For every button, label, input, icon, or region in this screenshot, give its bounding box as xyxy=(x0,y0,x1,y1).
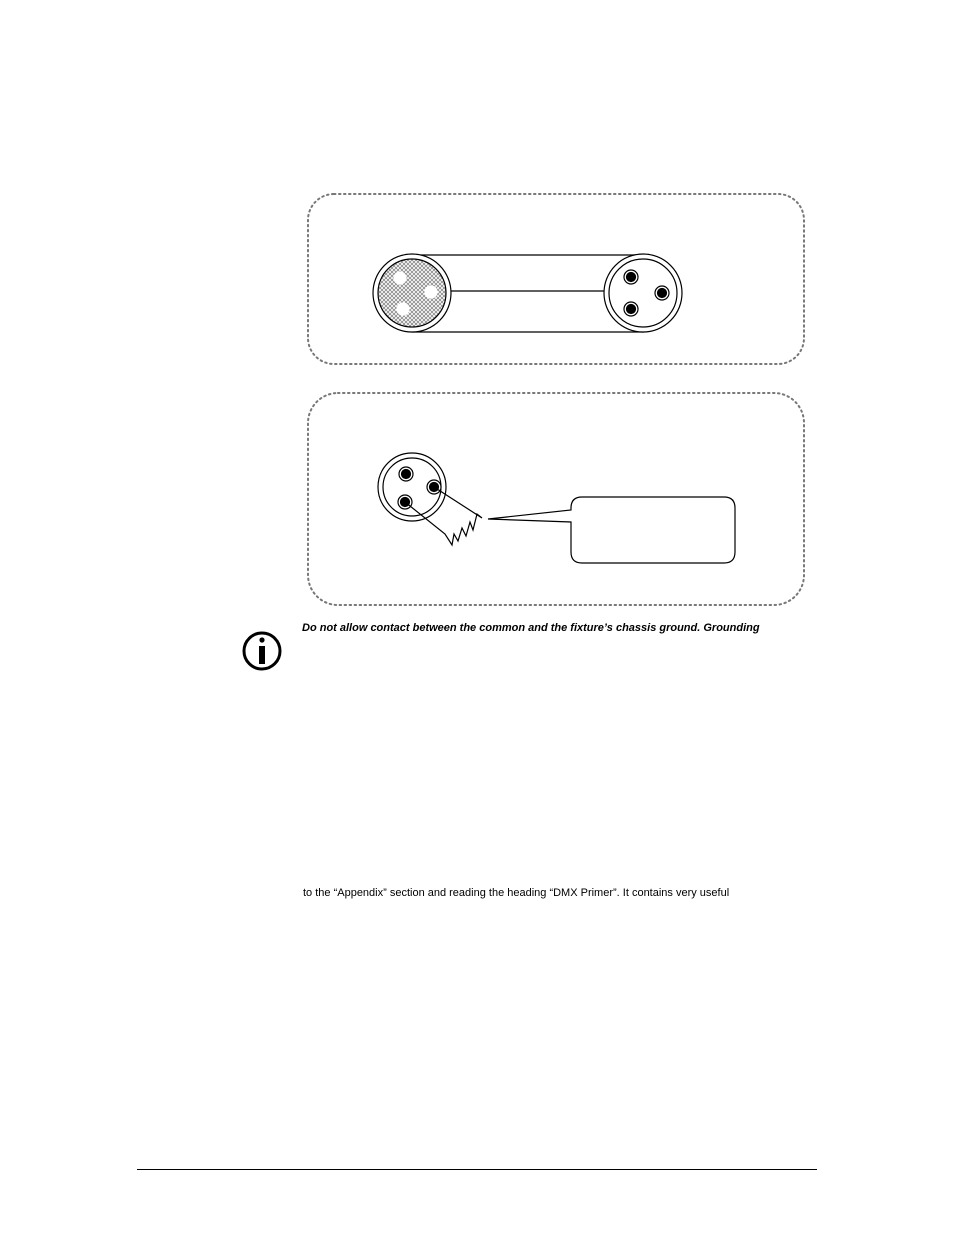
callout-bubble xyxy=(488,497,735,563)
xlr-terminator xyxy=(378,453,482,545)
xlr-cable xyxy=(373,254,682,332)
info-icon xyxy=(244,633,280,669)
footer-divider xyxy=(137,1169,817,1170)
appendix-reference-text: to the “Appendix” section and reading the heading “DMX Primer”. It contains very useful xyxy=(303,887,730,899)
grounding-note: Do not allow contact between the common and the fixture’s chassis ground. Grounding xyxy=(302,622,760,634)
